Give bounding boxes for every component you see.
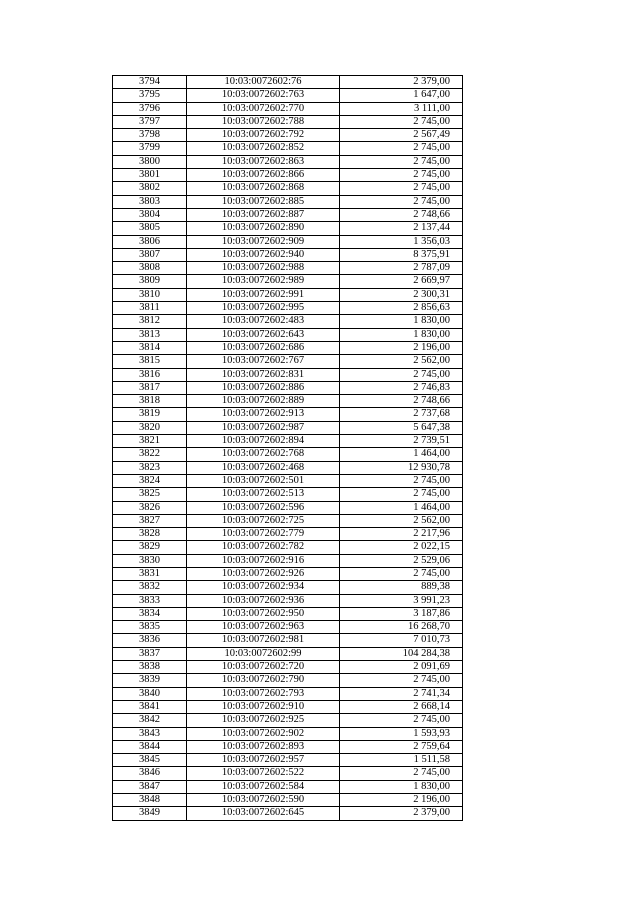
row-number: 3840 — [113, 687, 187, 700]
table-row — [113, 740, 463, 753]
cadastral-number: 10:03:0072602:686 — [187, 341, 340, 354]
row-number: 3800 — [113, 155, 187, 168]
table-row — [113, 687, 463, 700]
amount-value: 3 111,00 — [340, 102, 463, 115]
row-number: 3821 — [113, 435, 187, 448]
table-row — [113, 395, 463, 408]
amount-value: 2 745,00 — [340, 195, 463, 208]
cadastral-value-table — [112, 75, 463, 821]
row-number: 3846 — [113, 767, 187, 780]
table-row — [113, 581, 463, 594]
amount-value: 3 187,86 — [340, 607, 463, 620]
row-number: 3804 — [113, 208, 187, 221]
cadastral-number: 10:03:0072602:910 — [187, 700, 340, 713]
cadastral-number: 10:03:0072602:590 — [187, 794, 340, 807]
cadastral-number: 10:03:0072602:468 — [187, 461, 340, 474]
amount-value: 2 196,00 — [340, 794, 463, 807]
amount-value: 2 196,00 — [340, 341, 463, 354]
amount-value: 2 022,15 — [340, 541, 463, 554]
amount-value: 2 379,00 — [340, 807, 463, 820]
cadastral-number: 10:03:0072602:483 — [187, 315, 340, 328]
row-number: 3827 — [113, 514, 187, 527]
amount-value: 2 739,51 — [340, 435, 463, 448]
cadastral-number: 10:03:0072602:887 — [187, 208, 340, 221]
table-row — [113, 381, 463, 394]
row-number: 3831 — [113, 567, 187, 580]
row-number: 3807 — [113, 248, 187, 261]
row-number: 3795 — [113, 89, 187, 102]
table-row — [113, 488, 463, 501]
table-row — [113, 235, 463, 248]
table-row — [113, 780, 463, 793]
row-number: 3829 — [113, 541, 187, 554]
amount-value: 2 746,83 — [340, 381, 463, 394]
row-number: 3845 — [113, 754, 187, 767]
amount-value: 1 356,03 — [340, 235, 463, 248]
amount-value: 7 010,73 — [340, 634, 463, 647]
row-number: 3818 — [113, 395, 187, 408]
cadastral-number: 10:03:0072602:989 — [187, 275, 340, 288]
table-row — [113, 248, 463, 261]
amount-value: 2 669,97 — [340, 275, 463, 288]
amount-value: 2 741,34 — [340, 687, 463, 700]
table-row — [113, 594, 463, 607]
row-number: 3834 — [113, 607, 187, 620]
cadastral-number: 10:03:0072602:988 — [187, 262, 340, 275]
amount-value: 2 137,44 — [340, 222, 463, 235]
table-row — [113, 514, 463, 527]
table-row — [113, 129, 463, 142]
cadastral-number: 10:03:0072602:886 — [187, 381, 340, 394]
row-number: 3806 — [113, 235, 187, 248]
table-row — [113, 461, 463, 474]
amount-value: 2 745,00 — [340, 488, 463, 501]
cadastral-number: 10:03:0072602:936 — [187, 594, 340, 607]
amount-value: 2 745,00 — [340, 567, 463, 580]
amount-value: 12 930,78 — [340, 461, 463, 474]
amount-value: 2 562,00 — [340, 355, 463, 368]
row-number: 3835 — [113, 621, 187, 634]
table-row — [113, 102, 463, 115]
cadastral-number: 10:03:0072602:852 — [187, 142, 340, 155]
amount-value: 2 748,66 — [340, 395, 463, 408]
table-body — [113, 76, 463, 821]
amount-value: 2 379,00 — [340, 76, 463, 89]
cadastral-number: 10:03:0072602:863 — [187, 155, 340, 168]
row-number: 3798 — [113, 129, 187, 142]
cadastral-number: 10:03:0072602:767 — [187, 355, 340, 368]
row-number: 3805 — [113, 222, 187, 235]
cadastral-number: 10:03:0072602:950 — [187, 607, 340, 620]
cadastral-number: 10:03:0072602:770 — [187, 102, 340, 115]
amount-value: 3 991,23 — [340, 594, 463, 607]
amount-value: 2 856,63 — [340, 302, 463, 315]
table-row — [113, 554, 463, 567]
row-number: 3828 — [113, 528, 187, 541]
table-row — [113, 435, 463, 448]
amount-value: 2 737,68 — [340, 408, 463, 421]
cadastral-number: 10:03:0072602:925 — [187, 714, 340, 727]
row-number: 3824 — [113, 474, 187, 487]
amount-value: 2 745,00 — [340, 155, 463, 168]
amount-value: 2 745,00 — [340, 169, 463, 182]
row-number: 3803 — [113, 195, 187, 208]
table-row — [113, 661, 463, 674]
table-row — [113, 647, 463, 660]
table-row — [113, 275, 463, 288]
row-number: 3832 — [113, 581, 187, 594]
row-number: 3816 — [113, 368, 187, 381]
table-row — [113, 474, 463, 487]
table-row — [113, 315, 463, 328]
cadastral-number: 10:03:0072602:885 — [187, 195, 340, 208]
table-row — [113, 262, 463, 275]
row-number: 3809 — [113, 275, 187, 288]
amount-value: 1 464,00 — [340, 448, 463, 461]
amount-value: 8 375,91 — [340, 248, 463, 261]
cadastral-number: 10:03:0072602:792 — [187, 129, 340, 142]
table-row — [113, 89, 463, 102]
row-number: 3830 — [113, 554, 187, 567]
table-row — [113, 621, 463, 634]
table-row — [113, 408, 463, 421]
cadastral-number: 10:03:0072602:890 — [187, 222, 340, 235]
table-row — [113, 355, 463, 368]
amount-value: 2 668,14 — [340, 700, 463, 713]
row-number: 3808 — [113, 262, 187, 275]
row-number: 3825 — [113, 488, 187, 501]
row-number: 3796 — [113, 102, 187, 115]
cadastral-number: 10:03:0072602:902 — [187, 727, 340, 740]
cadastral-number: 10:03:0072602:596 — [187, 501, 340, 514]
amount-value: 1 830,00 — [340, 328, 463, 341]
amount-value: 2 787,09 — [340, 262, 463, 275]
row-number: 3802 — [113, 182, 187, 195]
row-number: 3836 — [113, 634, 187, 647]
row-number: 3843 — [113, 727, 187, 740]
amount-value: 1 593,93 — [340, 727, 463, 740]
table-row — [113, 794, 463, 807]
row-number: 3794 — [113, 76, 187, 89]
cadastral-number: 10:03:0072602:916 — [187, 554, 340, 567]
amount-value: 2 745,00 — [340, 714, 463, 727]
table-row — [113, 115, 463, 128]
amount-value: 1 830,00 — [340, 315, 463, 328]
table-row — [113, 567, 463, 580]
table-row — [113, 368, 463, 381]
table-row — [113, 448, 463, 461]
amount-value: 2 091,69 — [340, 661, 463, 674]
cadastral-number: 10:03:0072602:893 — [187, 740, 340, 753]
table-row — [113, 142, 463, 155]
row-number: 3799 — [113, 142, 187, 155]
row-number: 3844 — [113, 740, 187, 753]
cadastral-number: 10:03:0072602:909 — [187, 235, 340, 248]
row-number: 3810 — [113, 288, 187, 301]
row-number: 3848 — [113, 794, 187, 807]
cadastral-number: 10:03:0072602:643 — [187, 328, 340, 341]
amount-value: 2 745,00 — [340, 368, 463, 381]
cadastral-number: 10:03:0072602:645 — [187, 807, 340, 820]
amount-value: 16 268,70 — [340, 621, 463, 634]
row-number: 3797 — [113, 115, 187, 128]
amount-value: 2 745,00 — [340, 115, 463, 128]
cadastral-number: 10:03:0072602:987 — [187, 421, 340, 434]
table-row — [113, 727, 463, 740]
cadastral-number: 10:03:0072602:584 — [187, 780, 340, 793]
table-row — [113, 302, 463, 315]
table-row — [113, 76, 463, 89]
amount-value: 104 284,38 — [340, 647, 463, 660]
cadastral-number: 10:03:0072602:763 — [187, 89, 340, 102]
table-row — [113, 767, 463, 780]
cadastral-number: 10:03:0072602:926 — [187, 567, 340, 580]
row-number: 3822 — [113, 448, 187, 461]
row-number: 3817 — [113, 381, 187, 394]
table-row — [113, 341, 463, 354]
amount-value: 2 562,00 — [340, 514, 463, 527]
table-row — [113, 421, 463, 434]
table-row — [113, 195, 463, 208]
cadastral-number: 10:03:0072602:995 — [187, 302, 340, 315]
row-number: 3837 — [113, 647, 187, 660]
cadastral-number: 10:03:0072602:788 — [187, 115, 340, 128]
table-row — [113, 528, 463, 541]
cadastral-number: 10:03:0072602:889 — [187, 395, 340, 408]
cadastral-number: 10:03:0072602:793 — [187, 687, 340, 700]
table-row — [113, 222, 463, 235]
row-number: 3813 — [113, 328, 187, 341]
cadastral-number: 10:03:0072602:99 — [187, 647, 340, 660]
cadastral-number: 10:03:0072602:768 — [187, 448, 340, 461]
table-row — [113, 155, 463, 168]
cadastral-number: 10:03:0072602:720 — [187, 661, 340, 674]
cadastral-number: 10:03:0072602:957 — [187, 754, 340, 767]
cadastral-number: 10:03:0072602:501 — [187, 474, 340, 487]
row-number: 3812 — [113, 315, 187, 328]
row-number: 3815 — [113, 355, 187, 368]
row-number: 3826 — [113, 501, 187, 514]
cadastral-number: 10:03:0072602:940 — [187, 248, 340, 261]
amount-value: 2 759,64 — [340, 740, 463, 753]
table-row — [113, 674, 463, 687]
amount-value: 1 511,58 — [340, 754, 463, 767]
table-row — [113, 541, 463, 554]
cadastral-number: 10:03:0072602:934 — [187, 581, 340, 594]
amount-value: 2 745,00 — [340, 474, 463, 487]
table-row — [113, 328, 463, 341]
cadastral-number: 10:03:0072602:831 — [187, 368, 340, 381]
row-number: 3847 — [113, 780, 187, 793]
cadastral-number: 10:03:0072602:790 — [187, 674, 340, 687]
amount-value: 2 745,00 — [340, 767, 463, 780]
amount-value: 2 745,00 — [340, 142, 463, 155]
amount-value: 2 300,31 — [340, 288, 463, 301]
amount-value: 1 464,00 — [340, 501, 463, 514]
row-number: 3849 — [113, 807, 187, 820]
row-number: 3811 — [113, 302, 187, 315]
cadastral-number: 10:03:0072602:963 — [187, 621, 340, 634]
row-number: 3820 — [113, 421, 187, 434]
amount-value: 2 529,06 — [340, 554, 463, 567]
row-number: 3823 — [113, 461, 187, 474]
table-row — [113, 607, 463, 620]
amount-value: 2 217,96 — [340, 528, 463, 541]
cadastral-number: 10:03:0072602:866 — [187, 169, 340, 182]
table-row — [113, 754, 463, 767]
row-number: 3839 — [113, 674, 187, 687]
cadastral-number: 10:03:0072602:782 — [187, 541, 340, 554]
row-number: 3819 — [113, 408, 187, 421]
amount-value: 2 745,00 — [340, 674, 463, 687]
table-row — [113, 501, 463, 514]
amount-value: 5 647,38 — [340, 421, 463, 434]
table-row — [113, 700, 463, 713]
cadastral-number: 10:03:0072602:522 — [187, 767, 340, 780]
table-row — [113, 714, 463, 727]
row-number: 3833 — [113, 594, 187, 607]
cadastral-number: 10:03:0072602:779 — [187, 528, 340, 541]
cadastral-number: 10:03:0072602:991 — [187, 288, 340, 301]
cadastral-number: 10:03:0072602:868 — [187, 182, 340, 195]
table-row — [113, 182, 463, 195]
cadastral-number: 10:03:0072602:725 — [187, 514, 340, 527]
table-row — [113, 169, 463, 182]
cadastral-number: 10:03:0072602:76 — [187, 76, 340, 89]
row-number: 3842 — [113, 714, 187, 727]
amount-value: 1 830,00 — [340, 780, 463, 793]
amount-value: 2 748,66 — [340, 208, 463, 221]
cadastral-number: 10:03:0072602:894 — [187, 435, 340, 448]
table-row — [113, 634, 463, 647]
amount-value: 2 745,00 — [340, 182, 463, 195]
row-number: 3801 — [113, 169, 187, 182]
cadastral-number: 10:03:0072602:981 — [187, 634, 340, 647]
amount-value: 2 567,49 — [340, 129, 463, 142]
cadastral-number: 10:03:0072602:513 — [187, 488, 340, 501]
amount-value: 889,38 — [340, 581, 463, 594]
row-number: 3841 — [113, 700, 187, 713]
amount-value: 1 647,00 — [340, 89, 463, 102]
table-row — [113, 288, 463, 301]
row-number: 3838 — [113, 661, 187, 674]
cadastral-number: 10:03:0072602:913 — [187, 408, 340, 421]
table-row — [113, 807, 463, 820]
table-row — [113, 208, 463, 221]
row-number: 3814 — [113, 341, 187, 354]
